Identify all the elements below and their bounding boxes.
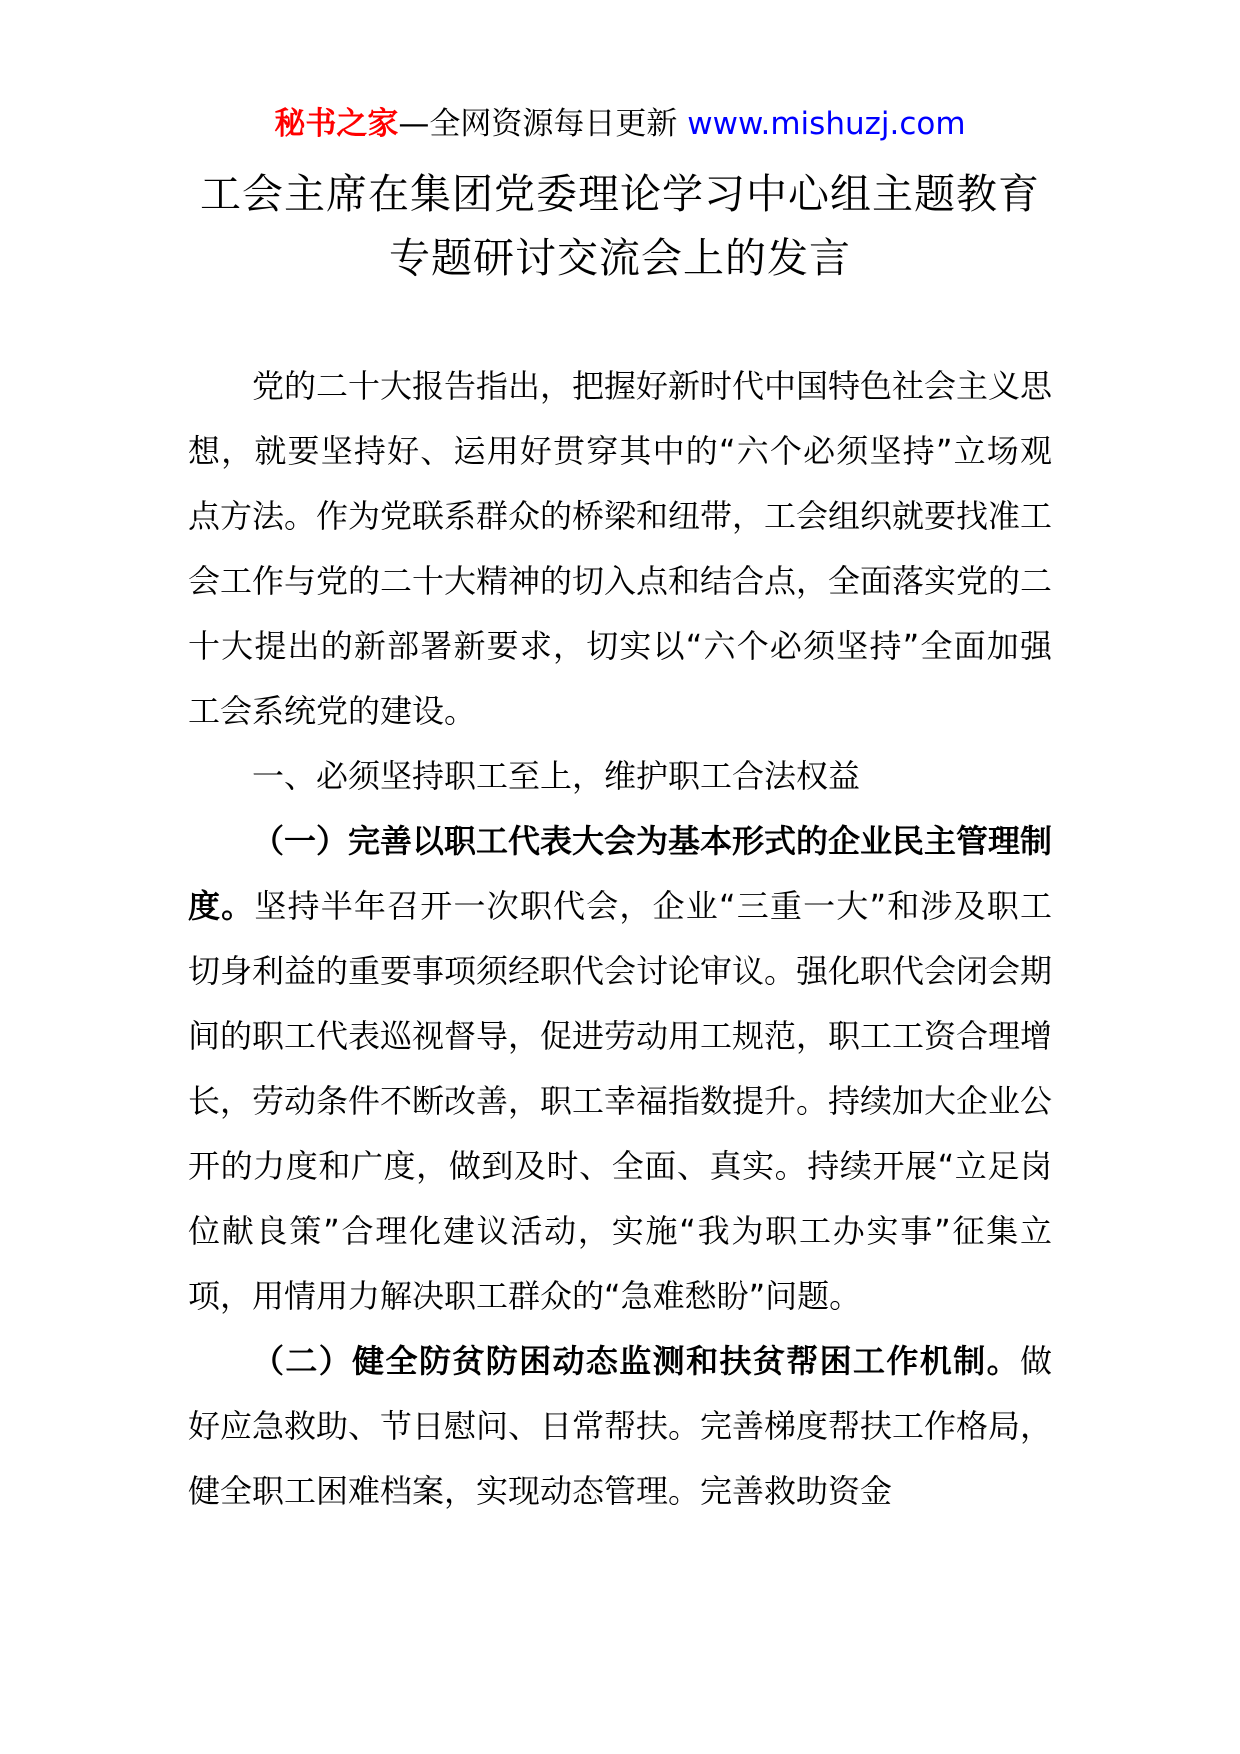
document-body xyxy=(188,354,1052,1524)
item-1-text: 坚持半年召开一次职代会，企业“三重一大”和涉及职工切身利益的重要事项须经职代会讨论审议。强化职代会闭会期间的职工代表巡视督导，促进劳动用工规范，职工工资合理增长，劳动条件不断改善，职工幸福指数提升。持续加大企业公开的力度和广度，做到及时、全面、真实。持续开展“立足岗位献良策”合理化建议活动，实施“我为职工办实事”征集立项，用情用力解决职工群众的“急难愁盼”问题。 xyxy=(188,887,1053,1315)
item-2-paragraph xyxy=(188,1329,1052,1524)
item-2-heading: （二）健全防贫防困动态监测和扶贫帮困工作机制。 xyxy=(252,1342,1020,1380)
document-title xyxy=(0,162,1240,290)
site-header xyxy=(0,100,1240,148)
site-url[interactable]: www.mishuzj.com xyxy=(687,106,966,142)
item-1-paragraph xyxy=(188,809,1052,1329)
section-1-heading: 一、必须坚持职工至上，维护职工合法权益 xyxy=(252,757,861,795)
intro-paragraph: 党的二十大报告指出，把握好新时代中国特色社会主义思想，就要坚持好、运用好贯穿其中的“六个必须坚持”立场观点方法。作为党联系群众的桥梁和纽带，工会组织就要找准工会工作与党的二十大精神的切入点和结合点，全面落实党的二十大提出的新部署新要求，切实以“六个必须坚持”全面加强工会系统党的建设。 xyxy=(188,367,1053,730)
item-2-text: 做好应急救助、节日慰问、日常帮扶。完善梯度帮扶工作格局，健全职工困难档案，实现动态管理。完善救助资金 xyxy=(188,1342,1053,1510)
site-slogan: —全网资源每日更新 xyxy=(398,106,688,142)
item-1-heading: （一）完善以职工代表大会为基本形式的企业民主管理制度。 xyxy=(188,822,1053,925)
title-line-1: 工会主席在集团党委理论学习中心组主题教育 xyxy=(200,170,1040,218)
brand-name: 秘书之家 xyxy=(274,106,399,142)
title-line-2: 专题研讨交流会上的发言 xyxy=(389,234,851,282)
